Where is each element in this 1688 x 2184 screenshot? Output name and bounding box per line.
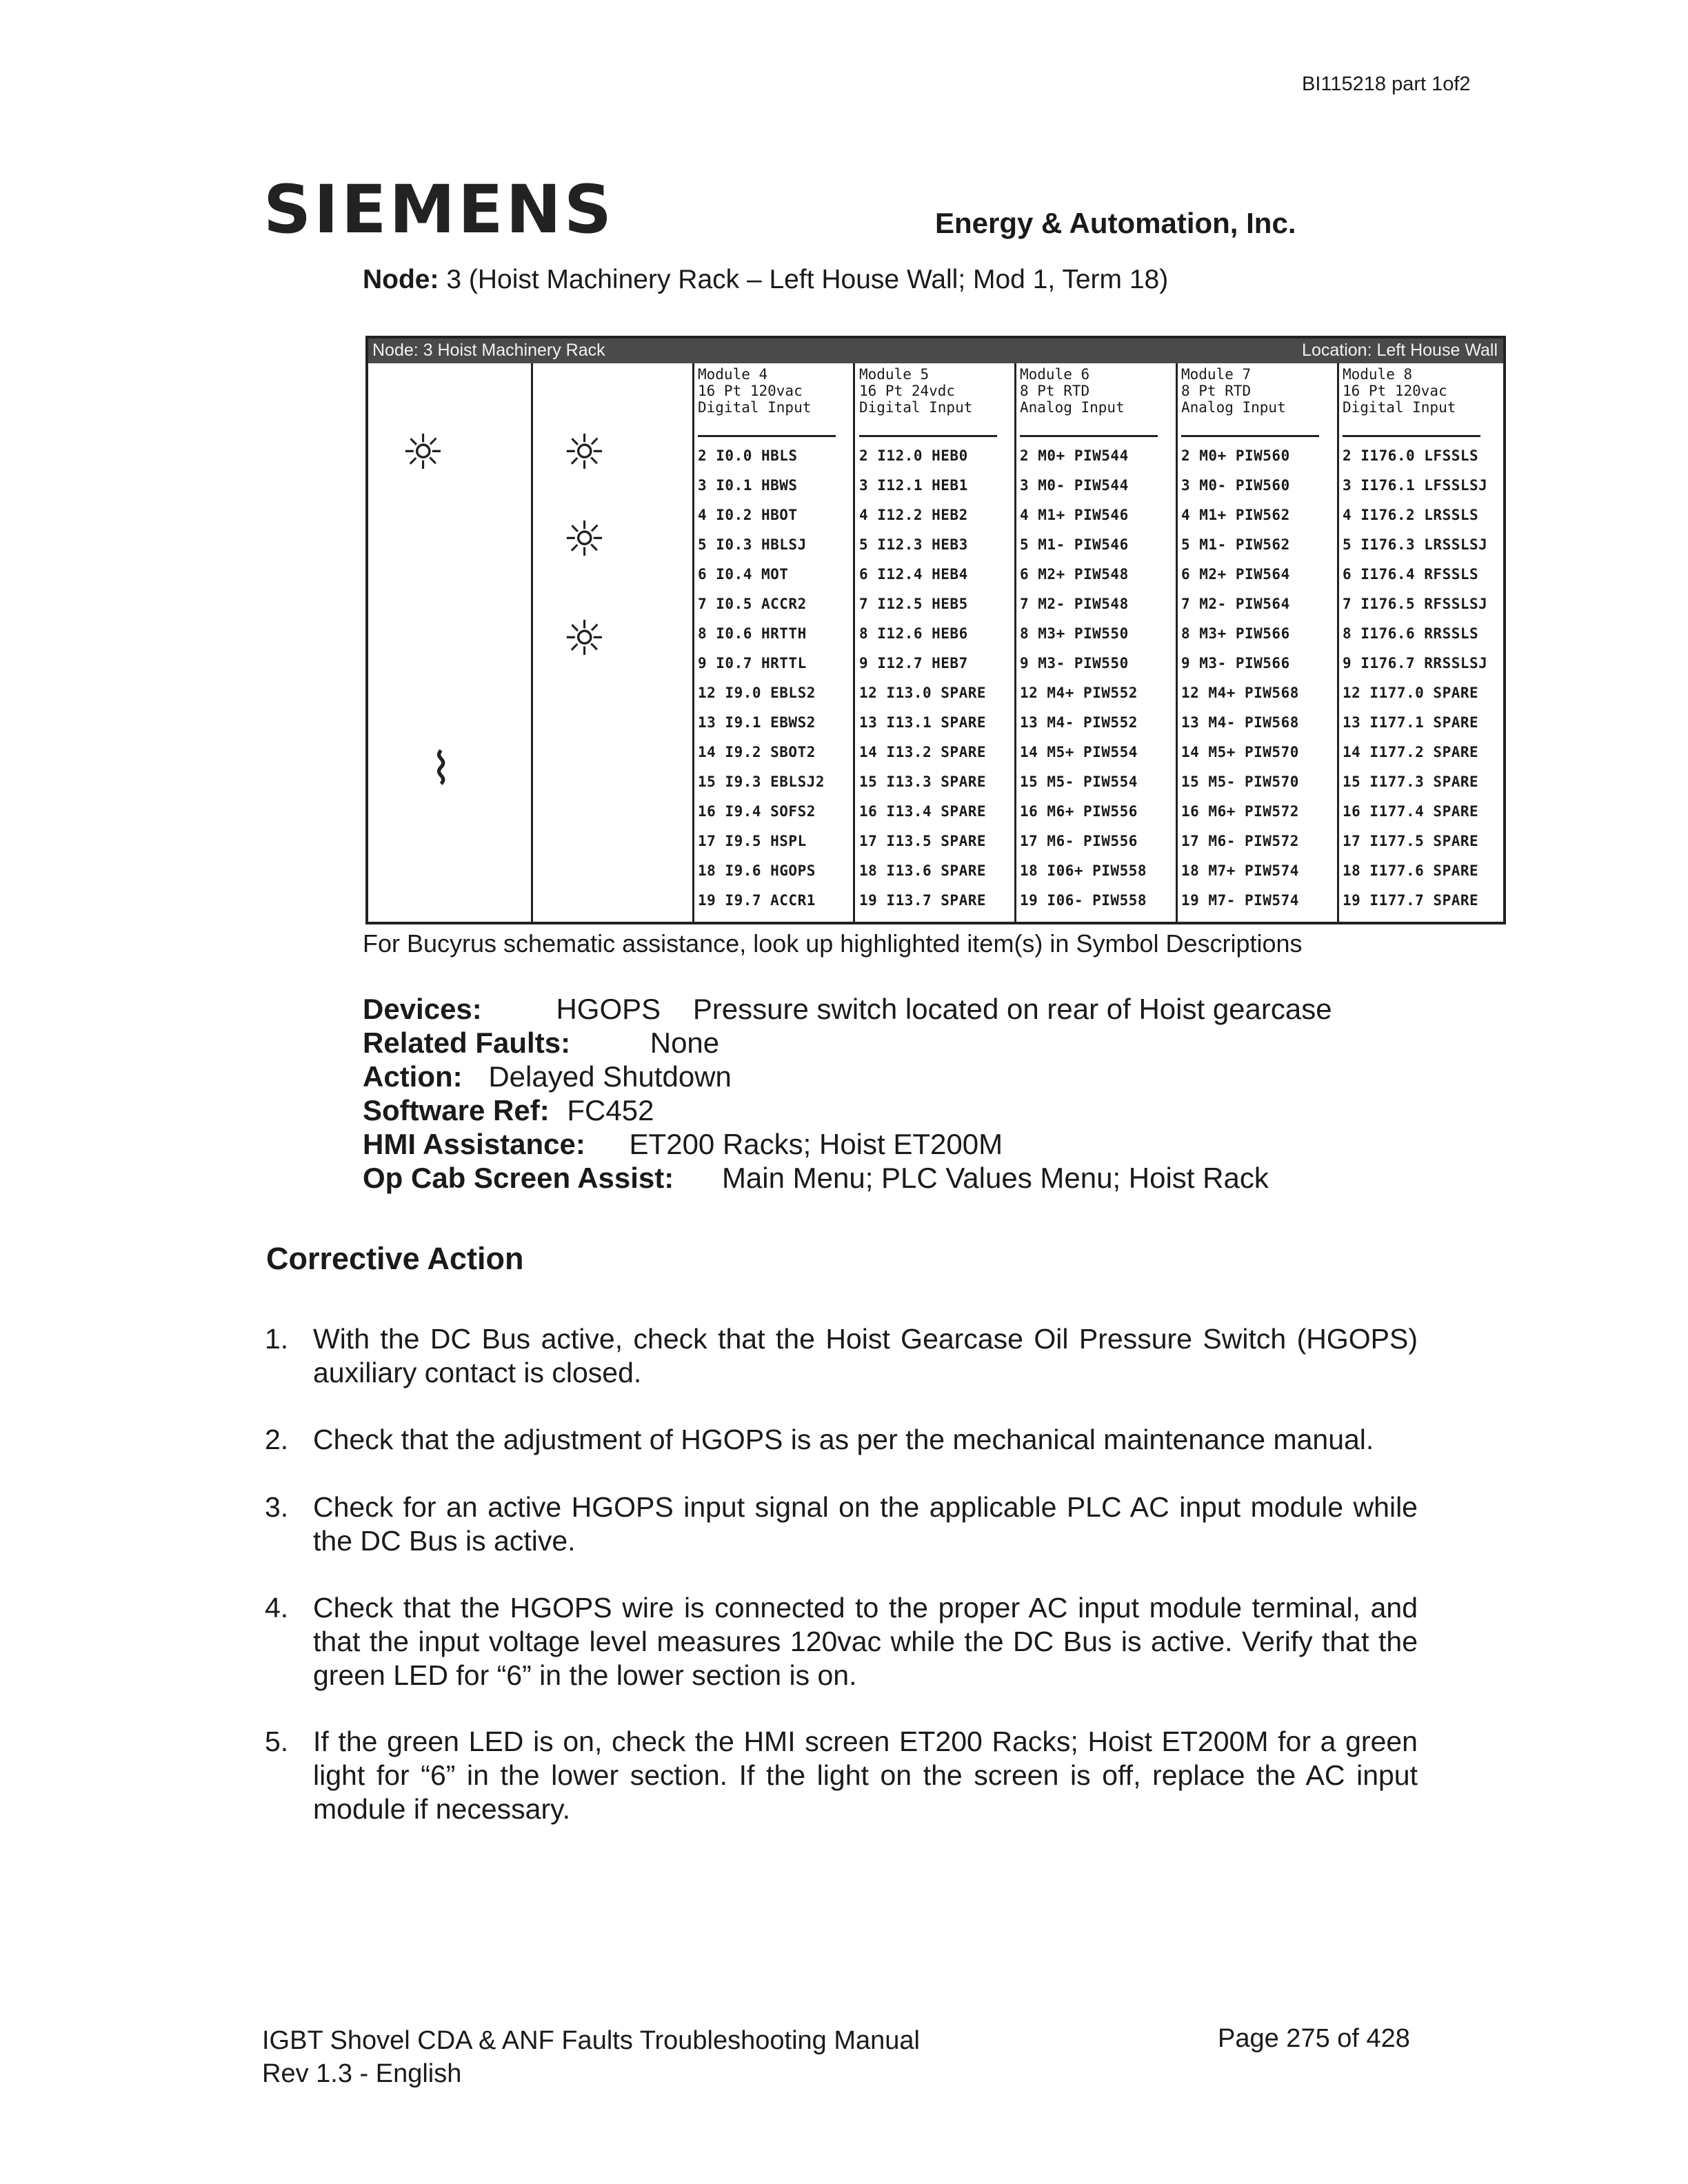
terminal-row: 12 I9.0 EBLS2 [698,685,816,701]
step-text: Check that the HGOPS wire is connected to the proper AC input module terminal, and that the input voltage level measures 120vac while the DC Bus is active. Verify that the green LED for “6” in the lower section is on. [313,1592,1418,1691]
terminal-row: 4 I176.2 LRSSLS [1343,507,1479,523]
footer-left [262,2024,920,2090]
terminal-row: 7 I176.5 RFSSLSJ [1343,596,1488,612]
terminal-row: 16 I177.4 SPARE [1343,803,1479,820]
module-rows [859,441,1016,916]
software-ref-value: FC452 [567,1094,654,1126]
terminal-row: 17 I177.5 SPARE [1343,833,1479,849]
page-number: Page 275 of 428 [1218,2024,1410,2053]
terminal-row: 17 M6- PIW556 [1020,833,1138,849]
devices-line [363,993,1332,1026]
terminal-row: 13 I13.1 SPARE [859,714,987,731]
node-label: Node: [363,265,439,294]
terminal-row: 13 M4- PIW552 [1020,714,1138,731]
terminal-row: 5 I0.3 HBLSJ [698,536,807,553]
terminal-row: 3 M0- PIW544 [1020,477,1129,494]
step-text: With the DC Bus active, check that the Hoist Gearcase Oil Pressure Switch (HGOPS) auxiliary contact is closed. [313,1323,1418,1388]
terminal-row: 8 M3+ PIW566 [1181,625,1290,642]
terminal-row: 18 I9.6 HGOPS [698,862,816,879]
siemens-logo: SIEMENS [263,171,615,248]
terminal-row: 15 M5- PIW554 [1020,774,1138,790]
terminal-row: 15 I13.3 SPARE [859,774,987,790]
switch-contact-icon: ⌇ [430,744,452,795]
schematic-caption: For Bucyrus schematic assistance, look up highlighted item(s) in Symbol Descriptions [363,929,1303,958]
lamp-symbol-icon: ☼ [563,424,606,481]
module-header: Module 4 16 Pt 120vac Digital Input [698,366,812,416]
terminal-row: 7 M2- PIW564 [1181,596,1290,612]
devices-label: Devices: [363,993,482,1025]
hmi-assistance-label: HMI Assistance: [363,1128,585,1160]
terminal-row: 8 M3+ PIW550 [1020,625,1129,642]
module-column [859,366,1016,916]
module-rows [1343,441,1504,916]
op-cab-line [363,1162,1269,1195]
terminal-row: 14 M5+ PIW570 [1181,744,1299,760]
terminal-row: 2 I176.0 LFSSLS [1343,447,1479,464]
terminal-row: 16 M6+ PIW556 [1020,803,1138,820]
terminal-row: 2 I12.0 HEB0 [859,447,968,464]
terminal-row: 15 M5- PIW570 [1181,774,1299,790]
node-line [363,265,1168,295]
step-text: If the green LED is on, check the HMI screen ET200 Racks; Hoist ET200M for a green light for “6” in the lower section. If the light on the screen is off, replace the AC input module if necessary. [313,1726,1418,1825]
action-value: Delayed Shutdown [488,1060,732,1093]
terminal-row: 17 I9.5 HSPL [698,833,807,849]
step-text: Check that the adjustment of HGOPS is as per the mechanical maintenance manual. [313,1424,1374,1455]
op-cab-label: Op Cab Screen Assist: [363,1162,674,1194]
module-rule [1343,435,1480,437]
action-line [363,1060,732,1093]
terminal-row: 14 M5+ PIW554 [1020,744,1138,760]
terminal-row: 9 I0.7 HRTTL [698,655,807,671]
action-label: Action: [363,1060,463,1093]
module-header: Module 7 8 Pt RTD Analog Input [1181,366,1286,416]
module-rows [1181,441,1338,916]
module-header: Module 6 8 Pt RTD Analog Input [1020,366,1125,416]
step-number: 3. [265,1491,289,1523]
terminal-row: 13 M4- PIW568 [1181,714,1299,731]
corrective-action-title: Corrective Action [266,1241,524,1276]
terminal-row: 16 I13.4 SPARE [859,803,987,820]
terminal-row: 18 I13.6 SPARE [859,862,987,879]
terminal-row: 9 I12.7 HEB7 [859,655,968,671]
step-text: Check for an active HGOPS input signal on the applicable PLC AC input module while the DC Bus is active. [313,1491,1418,1557]
related-faults-value: None [650,1027,720,1059]
hmi-assistance-line [363,1128,1003,1161]
module-column [1020,366,1177,916]
terminal-row: 4 M1+ PIW562 [1181,507,1290,523]
node-value: 3 (Hoist Machinery Rack – Left House Wall; Mod 1, Term 18) [446,265,1169,294]
devices-value: HGOPS Pressure switch located on rear of Hoist gearcase [556,993,1332,1025]
module-header: Module 5 16 Pt 24vdc Digital Input [859,366,973,416]
lamp-symbol-icon: ☼ [563,511,606,567]
module-rule [859,435,997,437]
terminal-row: 16 M6+ PIW572 [1181,803,1299,820]
terminal-row: 15 I9.3 EBLSJ2 [698,774,825,790]
terminal-row: 6 I176.4 RFSSLS [1343,566,1479,583]
terminal-row: 14 I9.2 SBOT2 [698,744,816,760]
terminal-row: 2 M0+ PIW560 [1181,447,1290,464]
terminal-row: 8 I12.6 HEB6 [859,625,968,642]
terminal-row: 6 M2+ PIW548 [1020,566,1129,583]
terminal-row: 7 M2- PIW548 [1020,596,1129,612]
terminal-row: 3 I12.1 HEB1 [859,477,968,494]
manual-title: IGBT Shovel CDA & ANF Faults Troubleshooting Manual [262,2026,920,2055]
terminal-row: 7 I0.5 ACCR2 [698,596,807,612]
terminal-row: 2 I0.0 HBLS [698,447,798,464]
terminal-row: 8 I176.6 RRSSLS [1343,625,1479,642]
terminal-row: 13 I177.1 SPARE [1343,714,1479,731]
software-ref-label: Software Ref: [363,1094,550,1126]
terminal-row: 6 M2+ PIW564 [1181,566,1290,583]
terminal-row: 3 M0- PIW560 [1181,477,1290,494]
module-rows [698,441,855,916]
lamp-symbol-icon: ☼ [401,424,445,481]
terminal-row: 12 M4+ PIW568 [1181,685,1299,701]
terminal-row: 19 I177.7 SPARE [1343,892,1479,909]
module-column [1343,366,1504,916]
terminal-row: 12 I13.0 SPARE [859,685,987,701]
terminal-row: 16 I9.4 SOFS2 [698,803,816,820]
divider-line [692,363,694,922]
terminal-row: 5 M1- PIW562 [1181,536,1290,553]
step-number: 2. [265,1424,289,1455]
divider-line [531,363,533,922]
terminal-row: 6 I0.4 MOT [698,566,789,583]
module-rows [1020,441,1177,916]
terminal-row: 19 I9.7 ACCR1 [698,892,816,909]
step-number: 5. [265,1726,289,1757]
terminal-row: 9 M3- PIW566 [1181,655,1290,671]
terminal-row: 12 I177.0 SPARE [1343,685,1479,701]
module-rule [698,435,836,437]
terminal-row: 3 I0.1 HBWS [698,477,798,494]
terminal-row: 9 M3- PIW550 [1020,655,1129,671]
terminal-row: 17 I13.5 SPARE [859,833,987,849]
terminal-row: 14 I13.2 SPARE [859,744,987,760]
schematic-diagram [365,336,1506,924]
related-faults-label: Related Faults: [363,1027,571,1059]
terminal-row: 9 I176.7 RRSSLSJ [1343,655,1488,671]
terminal-row: 4 I0.2 HBOT [698,507,798,523]
terminal-row: 12 M4+ PIW552 [1020,685,1138,701]
op-cab-value: Main Menu; PLC Values Menu; Hoist Rack [721,1162,1269,1194]
schematic-title: Node: 3 Hoist Machinery Rack [372,341,605,360]
hmi-assistance-value: ET200 Racks; Hoist ET200M [629,1128,1003,1160]
module-header: Module 8 16 Pt 120vac Digital Input [1343,366,1456,416]
terminal-row: 19 I06- PIW558 [1020,892,1147,909]
step-number: 1. [265,1323,289,1355]
terminal-row: 4 M1+ PIW546 [1020,507,1129,523]
schematic-title-bar [368,338,1503,363]
terminal-row: 5 I176.3 LRSSLSJ [1343,536,1488,553]
revision: Rev 1.3 - English [262,2059,462,2088]
terminal-row: 18 I06+ PIW558 [1020,862,1147,879]
related-faults-line [363,1027,719,1060]
terminal-row: 14 I177.2 SPARE [1343,744,1479,760]
terminal-row: 3 I176.1 LFSSLSJ [1343,477,1488,494]
terminal-row: 6 I12.4 HEB4 [859,566,968,583]
terminal-row: 8 I0.6 HRTTH [698,625,807,642]
module-rule [1181,435,1319,437]
terminal-row: 13 I9.1 EBWS2 [698,714,816,731]
step-number: 4. [265,1592,289,1624]
company-name: Energy & Automation, Inc. [935,207,1296,239]
terminal-row: 15 I177.3 SPARE [1343,774,1479,790]
terminal-row: 18 M7+ PIW574 [1181,862,1299,879]
lamp-symbol-icon: ☼ [563,610,606,667]
software-ref-line [363,1094,654,1127]
document-id: BI115218 part 1of2 [1302,73,1471,95]
terminal-row: 7 I12.5 HEB5 [859,596,968,612]
schematic-location: Location: Left House Wall [1302,341,1498,360]
terminal-row: 19 I13.7 SPARE [859,892,987,909]
module-rule [1020,435,1158,437]
module-column [1181,366,1338,916]
module-column [698,366,855,916]
terminal-row: 2 M0+ PIW544 [1020,447,1129,464]
terminal-row: 5 M1- PIW546 [1020,536,1129,553]
terminal-row: 5 I12.3 HEB3 [859,536,968,553]
terminal-row: 19 M7- PIW574 [1181,892,1299,909]
terminal-row: 18 I177.6 SPARE [1343,862,1479,879]
terminal-row: 17 M6- PIW572 [1181,833,1299,849]
terminal-row: 4 I12.2 HEB2 [859,507,968,523]
